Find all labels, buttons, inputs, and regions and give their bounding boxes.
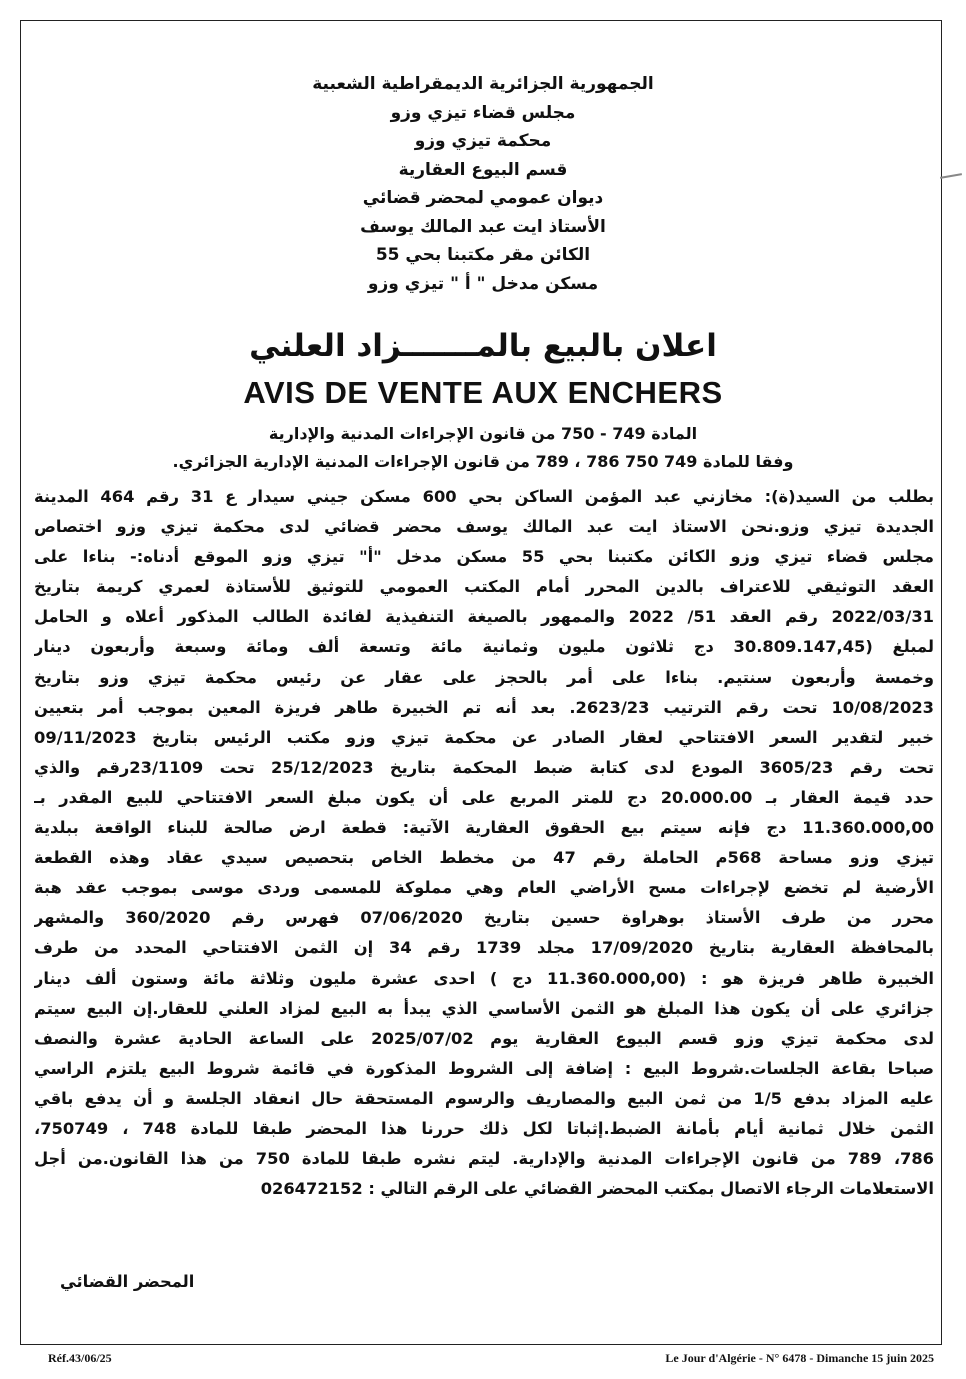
body-line: بالمحافظة العقارية بتاريخ 17/09/2020 مجلد 1739 رقم 34 إن الثمن الافتتاحي المحدد من طرف: [34, 938, 934, 958]
body-line: العقد التوثيقي للاعتراف بالدين المحرر أمام المكتب العمومي للتوثيق للأستاذة لعمري كريمة بتاريخ: [34, 577, 934, 597]
legal-reference: المادة 749 - 750 من قانون الإجراءات المدنية والإدارية: [268, 424, 698, 443]
body-line: الأرضية لم تخضع لإجراءات مسح الأراضي العام وهي مملوكة للمسمى وردى موسى بموجب عقد هبة: [34, 878, 934, 898]
legal-reference-detail: وفقا للمادة 749 750 786 ، 789 من قانون الإجراءات المدنية الإدارية الجزائري.: [172, 452, 794, 471]
header-line: ديوان عمومي لمحضر قضائي: [362, 188, 604, 208]
reference-number: Réf.43/06/25: [48, 1351, 112, 1365]
publication-info: Le Jour d'Algérie - N° 6478 - Dimanche 15 juin 2025: [665, 1351, 934, 1365]
body-line: تحت رقم 3605/23 المودع لدى كتابة ضبط المحكمة بتاريخ 25/12/2023 تحت 23/1109رقم والذي: [34, 757, 934, 777]
body-line: الخبيرة طاهر فريزة هو : (11.360.000,00 دج ) احدى عشرة مليون وثلاثة مائة وستون ألف دينار: [34, 968, 934, 988]
header-line: مجلس قضاء تيزي وزو: [390, 102, 576, 123]
title-french: AVIS DE VENTE AUX ENCHERS: [243, 375, 723, 410]
body-line: 2022/03/31 رقم العقد 51/ 2022 والممهور بالصيغة التنفيذية لفائدة الطالب المذكور أعلاه و الحامل: [34, 607, 934, 627]
header-line: الكائن مقر مكتبنا بحي 55: [375, 245, 591, 265]
body-line: جزائري على أن يكون هذا المبلغ هو الثمن الأساسي الذي يبدأ به البيع لمزاد العلني للعقار.إن البيع سيتم: [34, 998, 934, 1018]
body-line: عليه المزاد بدفع 1/5 من ثمن البيع والمصاريف والرسوم المستحقة حال انعقاد الجلسة و أن يدفع باقي: [34, 1088, 934, 1108]
body-line: محرر من طرف الأستاذ بوهراوة حسين بتاريخ 07/06/2020 فهرس رقم 360/2020 والمشهر: [34, 908, 934, 928]
body-line: الجديدة تيزي وزو.نحن الاستاذ ايت عبد المالك يوسف محضر قضائي لدى محكمة تيزي وزو اختصاص: [34, 517, 934, 537]
header-line: محكمة تيزي وزو: [414, 131, 552, 151]
header-line: قسم البيوع العقارية: [398, 159, 568, 180]
body-line: 11.360.000,00 دج فإنه سيتم بيع الحقوق العقارية الآتية: قطعة ارض صالحة للبناء الواقعة ببلدية: [34, 818, 934, 838]
letterhead: [0, 70, 966, 298]
signature-label: المحضر القضائي: [60, 1272, 195, 1291]
body-line: حدد قيمة العقار بـ 20.000.00 دج للمتر المربع على أن يكون مبلغ السعر الافتتاحي للبيع المقدر بـ: [34, 787, 934, 807]
body-line: 786، 789 من قانون الإجراءات المدنية والإدارية. ليتم نشره طبقا للمادة 750 من هذا القانون.من أجل: [34, 1149, 934, 1169]
header-line: الأستاذ ايت عبد المالك يوسف: [360, 216, 606, 237]
body-line: خبير لتقدير السعر الافتتاحي لعقار الصادر عن محكمة تيزي وزو مكتب الرئيس بتاريخ 09/11/2023: [34, 727, 934, 747]
body-line: تيزي وزو مساحة 568م الحاملة رقم 47 من مخطط الخاص بتحصيص سيدي عقاد وهذه القطعة: [34, 848, 934, 868]
body-line: مجلس قضاء تيزي وزو الكائن مكتبنا بحي 55 مسكن مدخل "أ" تيزي وزو الموقع أدناه:- بناءا على: [34, 547, 934, 567]
body-line: بطلب من السيد(ة): مخازني عبد المؤمن الساكن بحي 600 مسكن جيني سيدار ع 31 رقم 464 المدينة: [34, 487, 934, 506]
body-line-contact: الاستعلامات الرجاء الاتصال بمكتب المحضر القضائي على الرقم التالي : 026472152: [260, 1179, 934, 1199]
body-line: 10/08/2023 تحت رقم الترتيب 2623/23. بعد أنه تم الخبيرة طاهر فريزة المعين بموجب أمر بتعيين: [34, 697, 934, 717]
body-line: صباحا بقاعة الجلسات.شروط البيع : إضافة إلى الشروط المذكورة في قائمة شروط البيع يلتزم الراسي: [34, 1058, 934, 1078]
header-line: الجمهورية الجزائرية الديمقراطية الشعبية: [312, 74, 654, 94]
body-line: الثمن خلال ثمانية أيام بأمانة الضبط.إثباتا لكل ذلك حررنا هذا المحضر طبقا للمادة 748 ، 750749،: [34, 1118, 934, 1138]
title-arabic: اعلان بالبيع بالمـــــــزاد العلني: [249, 328, 717, 364]
body-line: وخمسة وأربعون سنتيم. بناءا على أمر بالحجز على عقار عن رئيس محكمة تيزي وزو بتاريخ: [34, 667, 934, 687]
notice-body: [34, 482, 934, 1204]
body-line: لمبلغ (30.809.147,45 دج ثلاثون مليون وثمانية مائة وتسعة ألف ومائة وسبعة وأربعون دينار: [34, 637, 934, 657]
header-line: مسكن مدخل " أ " تيزي وزو: [367, 273, 599, 294]
body-line: لدى محكمة تيزي وزو قسم البيوع العقارية يوم 2025/07/02 على الساعة الحادية عشرة والنصف: [34, 1028, 934, 1048]
